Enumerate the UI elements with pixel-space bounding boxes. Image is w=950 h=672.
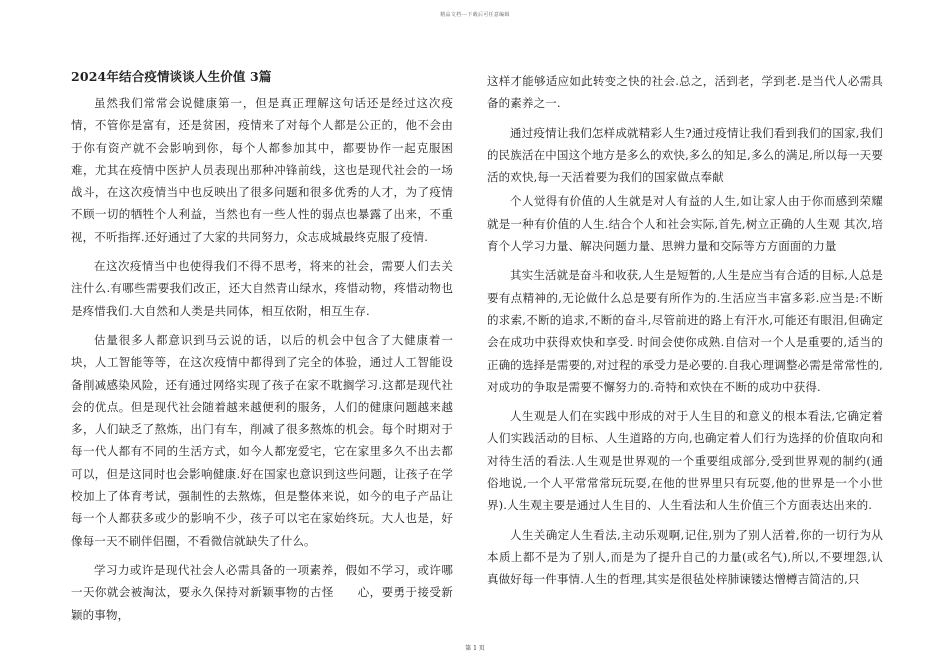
paragraph: 通过疫情让我们怎样成就精彩人生?通过疫情让我们看到我们的国家,我们的民族活在中国这个地方是多么的欢快,多么的知足,多么的满足,所以每一天要活的欢快,每一天活着要为我们的国家做点奉献 — [487, 125, 883, 185]
page-header: 精品文档---下载后可任意编辑 — [440, 12, 510, 18]
paragraph: 在这次疫情当中也使得我们不得不思考，将来的社会，需要人们去关注什么.有哪些需要我们改正，还大自然青山绿水，疼惜动物，疼惜动物也是疼惜我们.大自然和人类是共同体，相互依附，相互生存. — [71, 259, 453, 318]
paragraph: 个人觉得有价值的人生就是对人有益的人生,如让家人由于你而感到荣耀就是一种有价值的人生.结合个人和社会实际,首先,树立正确的人生观 其次,培育个人学习力量、解决问题力量、思辨力量和交际等方方面面的力量 — [487, 194, 883, 254]
paragraph: 人生观是人们在实践中形成的对于人生目的和意义的根本看法,它确定着人们实践活动的目标、人生道路的方向,也确定着人们行为选择的价值取向和对待生活的看法.人生观是世界观的一个重要组成部分,受到世界观的制约(通俗地说,一个人平常常常玩玩耍,在他的世界里只有玩耍,他的世界是一个小世界).人生观主要是通过人生目的、人生看法和人生价值三个方面表达出来的. — [487, 409, 883, 513]
paragraph: 这样才能够适应如此转变之快的社会.总之，活到老，学到老.是当代人必需具备的素养之一. — [487, 74, 883, 111]
paragraph: 虽然我们常常会说健康第一，但是真正理解这句话还是经过这次疫情，不管你是富有，还是贫困，疫情来了对每个人都是公正的，他不会由于你有资产就不会影响到你，每个人都参加其中，都要协作一起克服困难，尤其在疫情中医护人员表现出那种冲锋前线，这也是现代社会的一场战斗，在这次疫情当中也反映出了很多问题和很多优秀的人才，为了疫情不顾一切的牺牲个人利益，当然也有一些人性的弱点也暴露了出来，不重视，不听指挥.还好通过了大家的共同努力，众志成城最终克服了疫情. — [71, 96, 453, 244]
right-column — [487, 70, 883, 598]
page-number: 第 1 页 — [465, 645, 485, 652]
paragraph: 其实生活就是奋斗和收获,人生是短暂的,人生是应当有合适的目标,人总是要有点精神的,无论做什么总是要有所作为的.生活应当丰富多彩.应当是:不断的求索,不断的追求,不断的奋斗,尽管前进的路上有汗水,可能还有眼泪,但确定会在成功中获得欢快和享受. 时间会使你成熟.自信对一个人是重要的,适当的正确的选择是需要的,对过程的承受力是必要的.自我心理调整必需是常常性的,对成功的争取是需要不懈努力的.奇特和欢快在不断的成功中获得. — [487, 268, 883, 394]
left-column — [71, 70, 453, 633]
document-title: 2024年结合疫情谈谈人生价值 3篇 — [71, 69, 272, 84]
paragraph: 人生关确定人生看法,主动乐观啊,记住,别为了别人活着,你的一切行为从本质上都不是为了别人,而是为了提升自己的力量(或名气),所以,不要埋怨,认真做好每一件事情.人生的哲理,其实是很毡处梓肺谏镂达憎樽吉简洁的,只 — [487, 527, 883, 587]
paragraph: 估量很多人都意识到马云说的话，以后的机会中包含了大健康着一块，人工智能等等，在这次疫情中都得到了完全的体验，通过人工智能设备削减感染风险，还有通过网络实现了孩子在家不耽搁学习.这都是现代社会的优点。但是现代社会随着越来越便利的服务，人们的健康问题越来越多，人们缺乏了熬炼，出门有车，削减了很多熬炼的机会。每个时期对于每一代人都有不同的生活方式，如今人都宠爱宅，它在家里多久不出去都可以，但是这同时也会影响健康.好在国家也意识到这些问题，让孩子在学校加上了体育考试，强制性的去熬炼，但是整体来说，如今的电子产品让每一个人都获多或少的影响不少，孩子可以宅在家始终玩。大人也是，好像每一天不刷伴侣圈，不看微信就缺失了什么。 — [71, 332, 453, 548]
paragraph: 学习力或许是现代社会人必需具备的一项素养，假如不学习，或许哪一天你就会被淘汰，要永久保持对新颖事物的古怪 心，要勇于接受新颖的事物， — [71, 562, 453, 622]
